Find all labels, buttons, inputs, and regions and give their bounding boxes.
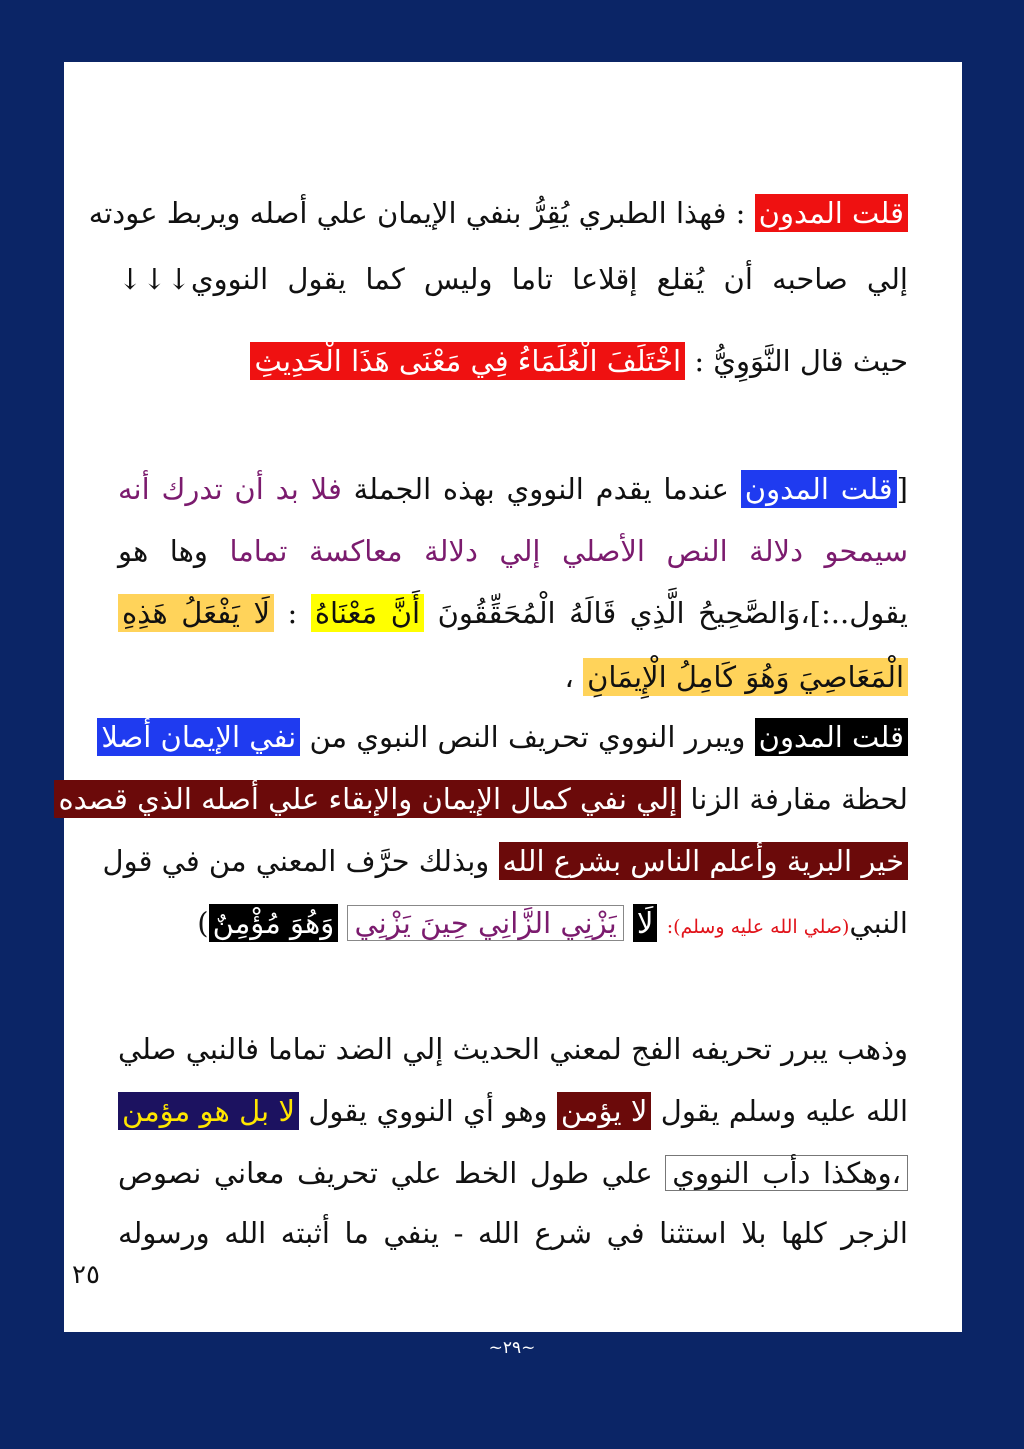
line-text: علي طول الخط علي تحريف معاني نصوص — [118, 1156, 653, 1190]
document-page — [58, 62, 962, 1332]
line-text: وها هو — [118, 534, 208, 568]
colon: : — [287, 596, 298, 630]
line-text: عندما يقدم النووي بهذه الجملة — [353, 472, 729, 506]
line-text: وبذلك حرَّف المعني من في قول — [102, 844, 490, 878]
highlight-phrase: لا بل هو مؤمن — [118, 1092, 299, 1130]
paragraph-line-1 — [88, 186, 908, 244]
highlight-quote: الْمَعَاصِيَ وَهُوَ كَامِلُ الْإِيمَانِ — [583, 658, 908, 696]
line-text: النبي — [849, 906, 908, 940]
highlight-phrase: لا يؤمن — [557, 1092, 652, 1130]
paragraph-line-5 — [118, 524, 908, 582]
line-text: الزجر كلها بلا استثنا في شرع الله - ينفي ما أثبته الله ورسوله — [118, 1216, 908, 1250]
line-text: إلي صاحبه أن يُقلع إقلاعا تاما وليس كما يقول النووي↓↓↓ — [118, 262, 908, 296]
line-text: وذهب يبرر تحريفه الفج لمعني الحديث إلي الضد تماما فالنبي صلي — [118, 1032, 908, 1066]
paren-close: ) — [197, 906, 209, 940]
highlight-tag: قلت المدون — [755, 718, 908, 756]
purple-text: فلا بد أن تدرك أنه — [118, 472, 342, 506]
comma: ، — [564, 660, 574, 694]
paragraph-line-9 — [58, 772, 908, 830]
salutation-text: (صلي الله عليه وسلم): — [666, 916, 850, 938]
highlight-phrase: إلي نفي كمال الإيمان والإبقاء علي أصله الذي قصده — [54, 780, 681, 818]
line-text: لحظة مقارفة الزنا — [690, 782, 908, 816]
paragraph-line-6 — [118, 586, 908, 644]
line-text: وهو أي النووي يقول — [308, 1094, 548, 1128]
highlight-phrase: وَهُوَ مُؤْمِنٌ — [209, 904, 339, 942]
paragraph-line-8 — [101, 710, 908, 768]
page-number: ٢٥ — [72, 1260, 100, 1290]
line-text: : فهذا الطبري يُقِرُّ بنفي الإيمان علي أصله ويربط عودته — [88, 196, 746, 230]
paragraph-line-2 — [118, 252, 908, 310]
line-text: يقول..:]،وَالصَّحِيحُ الَّذِي قَالَهُ الْمُحَقِّقُونَ — [437, 596, 908, 630]
paragraph-line-14 — [118, 1146, 908, 1204]
paragraph-line-10 — [102, 834, 908, 892]
paragraph-line-4 — [118, 462, 908, 520]
highlight-tag: قلت المدون — [741, 470, 897, 508]
paragraph-line-11 — [118, 896, 908, 954]
highlight-quote: اخْتَلَفَ الْعُلَمَاءُ فِي مَعْنَى هَذَا الْحَدِيثِ — [250, 342, 685, 380]
line-text: الله عليه وسلم يقول — [660, 1094, 909, 1128]
paragraph-line-15 — [118, 1206, 908, 1264]
highlight-quote: لَا يَفْعَلُ هَذِهِ — [118, 594, 274, 632]
bracket-open: [ — [896, 472, 908, 506]
highlight-tag: قلت المدون — [755, 194, 908, 232]
paragraph-line-7 — [118, 650, 908, 708]
boxed-phrase: ،وهكذا دأب النووي — [665, 1155, 908, 1191]
line-text: ويبرر النووي تحريف النص النبوي من — [309, 720, 746, 754]
highlight-negation: لَا — [633, 904, 658, 942]
highlight-phrase: خير البرية وأعلم الناس بشرع الله — [499, 842, 908, 880]
paragraph-line-13 — [118, 1084, 908, 1142]
highlight-phrase: نفي الإيمان أصلا — [97, 718, 300, 756]
paragraph-line-3 — [118, 334, 908, 392]
line-text: حيث قال النَّوَوِيُّ : — [694, 344, 908, 378]
hadith-quote: يَزْنِي الزَّانِي حِينَ يَزْنِي — [347, 905, 623, 941]
highlight-meaning: أَنَّ مَعْنَاهُ — [311, 594, 424, 632]
footer-page-number: ~٢٩~ — [488, 1338, 536, 1358]
paragraph-line-12 — [118, 1022, 908, 1080]
purple-text: سيمحو دلالة النص الأصلي إلي دلالة معاكسة تماما — [229, 534, 909, 568]
